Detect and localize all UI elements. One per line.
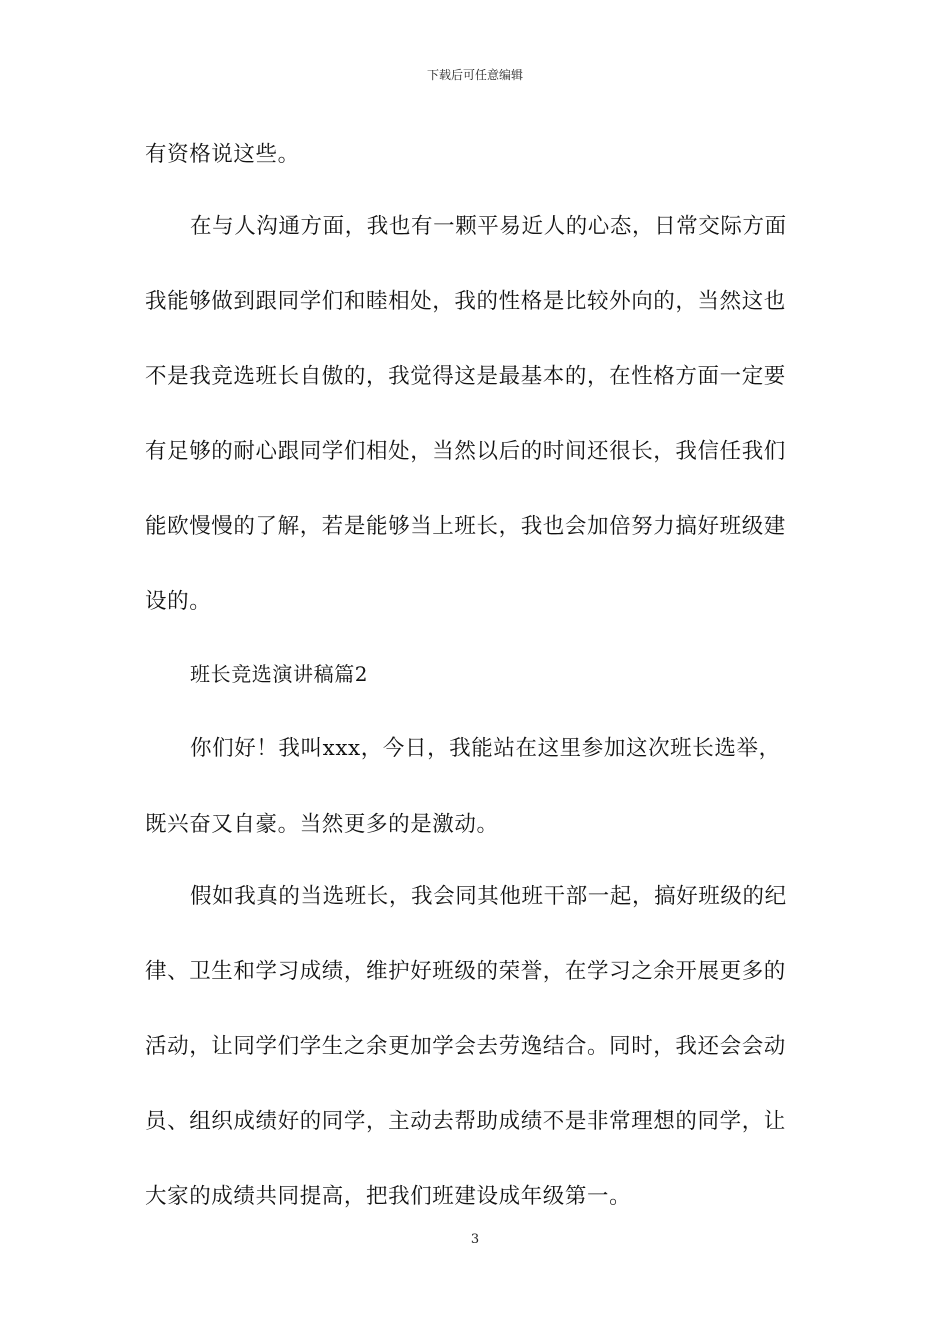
body-line: 员、组织成绩好的同学，主动去帮助成绩不是非常理想的同学，让 bbox=[145, 1109, 786, 1134]
header-note: 下载后可任意编辑 bbox=[426, 68, 523, 82]
body-line: 既兴奋又自豪。当然更多的是激动。 bbox=[145, 812, 499, 837]
body-line: 能欧慢慢的了解，若是能够当上班长，我也会加倍努力搞好班级建 bbox=[145, 514, 786, 539]
page-number: 3 bbox=[470, 1232, 480, 1247]
body-line: 假如我真的当选班长，我会同其他班干部一起，搞好班级的纪 bbox=[190, 884, 787, 909]
body-line: 你们好！我叫xxx，今日，我能站在这里参加这次班长选举， bbox=[190, 736, 781, 761]
body-line: 有足够的耐心跟同学们相处，当然以后的时间还很长，我信任我们 bbox=[145, 439, 786, 464]
body-line: 大家的成绩共同提高，把我们班建设成年级第一。 bbox=[145, 1184, 632, 1209]
body-line: 律、卫生和学习成绩，维护好班级的荣誉，在学习之余开展更多的 bbox=[145, 959, 786, 984]
body-line: 活动，让同学们学生之余更加学会去劳逸结合。同时，我还会会动 bbox=[145, 1034, 786, 1059]
body-line: 我能够做到跟同学们和睦相处，我的性格是比较外向的，当然这也 bbox=[145, 289, 786, 314]
body-line: 在与人沟通方面，我也有一颗平易近人的心态，日常交际方面 bbox=[190, 214, 787, 239]
body-line: 有资格说这些。 bbox=[145, 142, 300, 167]
section-heading: 班长竞选演讲稿篇2 bbox=[190, 662, 369, 686]
body-line: 不是我竞选班长自傲的，我觉得这是最基本的，在性格方面一定要 bbox=[145, 364, 786, 389]
body-line: 设的。 bbox=[145, 589, 212, 614]
